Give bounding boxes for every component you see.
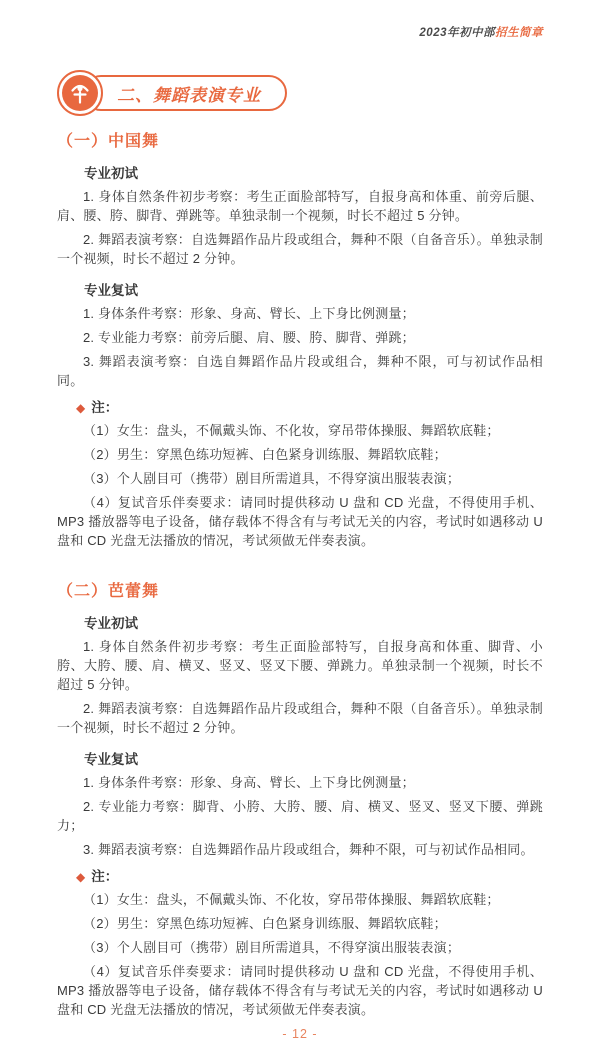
note-item: （3）个人剧目可（携带）剧目所需道具，不得穿演出服装表演； bbox=[83, 940, 461, 955]
note-label: 注： bbox=[91, 869, 119, 884]
retest-heading: 专业复试 bbox=[84, 752, 138, 767]
diamond-bullet-icon: ◆ bbox=[76, 401, 86, 415]
running-head-highlight: 招生简章 bbox=[495, 27, 543, 39]
section-ballet bbox=[57, 578, 543, 1019]
initial-exam-heading: 专业初试 bbox=[84, 166, 138, 181]
badge-pill bbox=[83, 75, 287, 111]
running-head-prefix: 2023年初中部 bbox=[419, 27, 495, 39]
list-item: 3. 舞蹈表演考察：自选舞蹈作品片段或组合，舞种不限，可与初试作品相同。 bbox=[83, 842, 534, 857]
badge-circle bbox=[57, 70, 103, 116]
list-item: 3. 舞蹈表演考察：自选自舞蹈作品片段或组合，舞种不限，可与初试作品相同。 bbox=[57, 354, 543, 388]
page-number: - 12 - bbox=[282, 1027, 318, 1041]
paragraph: 2. 舞蹈表演考察：自选舞蹈作品片段或组合，舞种不限（自备音乐）。单独录制一个视频，时长不超过 2 分钟。 bbox=[57, 701, 543, 735]
section-badge bbox=[57, 70, 543, 116]
paragraph: 2. 舞蹈表演考察：自选舞蹈作品片段或组合，舞种不限（自备音乐）。单独录制一个视频，时长不超过 2 分钟。 bbox=[57, 232, 543, 266]
note-label: 注： bbox=[91, 400, 119, 415]
diamond-bullet-icon: ◆ bbox=[76, 870, 86, 884]
section-title: （二）芭蕾舞 bbox=[57, 583, 160, 600]
dancer-icon bbox=[62, 75, 98, 111]
note-item: （1）女生：盘头，不佩戴头饰、不化妆，穿吊带体操服、舞蹈软底鞋； bbox=[83, 892, 500, 907]
note-item: （2）男生：穿黑色练功短裤、白色紧身训练服、舞蹈软底鞋； bbox=[83, 916, 447, 931]
note-item: （4）复试音乐伴奏要求：请同时提供移动 U 盘和 CD 光盘，不得使用手机、MP3 播放器等电子设备，储存载体不得含有与考试无关的内容，考试时如遇移动 U 盘和 CD 光盘无法播放的情况，考试须做无伴奏表演。 bbox=[57, 495, 543, 548]
note-label-row bbox=[57, 865, 543, 885]
section-chinese-dance bbox=[57, 128, 543, 550]
note-item: （2）男生：穿黑色练功短裤、白色紧身训练服、舞蹈软底鞋； bbox=[83, 447, 447, 462]
running-head bbox=[57, 0, 543, 40]
note-item: （1）女生：盘头，不佩戴头饰、不化妆，穿吊带体操服、舞蹈软底鞋； bbox=[83, 423, 500, 438]
list-item: 2. 专业能力考察：脚背、小胯、大胯、腰、肩、横叉、竖叉、竖叉下腰、弹跳力； bbox=[57, 799, 543, 833]
list-item: 1. 身体条件考察：形象、身高、臂长、上下身比例测量； bbox=[83, 306, 415, 321]
list-item: 2. 专业能力考察：前旁后腿、肩、腰、胯、脚背、弹跳； bbox=[83, 330, 415, 345]
list-item: 1. 身体条件考察：形象、身高、臂长、上下身比例测量； bbox=[83, 775, 415, 790]
initial-exam-heading: 专业初试 bbox=[84, 616, 138, 631]
note-item: （4）复试音乐伴奏要求：请同时提供移动 U 盘和 CD 光盘，不得使用手机、MP3 播放器等电子设备，储存载体不得含有与考试无关的内容，考试时如遇移动 U 盘和 CD 光盘无法播放的情况，考试须做无伴奏表演。 bbox=[57, 964, 543, 1017]
paragraph: 1. 身体自然条件初步考察：考生正面脸部特写，自报身高和体重、脚背、小胯、大胯、腰、肩、横叉、竖叉、竖叉下腰、弹跳力。单独录制一个视频，时长不超过 5 分钟。 bbox=[57, 639, 543, 692]
note-label-row bbox=[57, 396, 543, 416]
paragraph: 1. 身体自然条件初步考察：考生正面脸部特写，自报身高和体重、前旁后腿、肩、腰、胯、脚背、弹跳等。单独录制一个视频，时长不超过 5 分钟。 bbox=[57, 189, 543, 223]
section-title: （一）中国舞 bbox=[57, 133, 160, 150]
retest-heading: 专业复试 bbox=[84, 283, 138, 298]
note-item: （3）个人剧目可（携带）剧目所需道具，不得穿演出服装表演； bbox=[83, 471, 461, 486]
badge-title: 二、舞蹈表演专业 bbox=[117, 85, 261, 105]
